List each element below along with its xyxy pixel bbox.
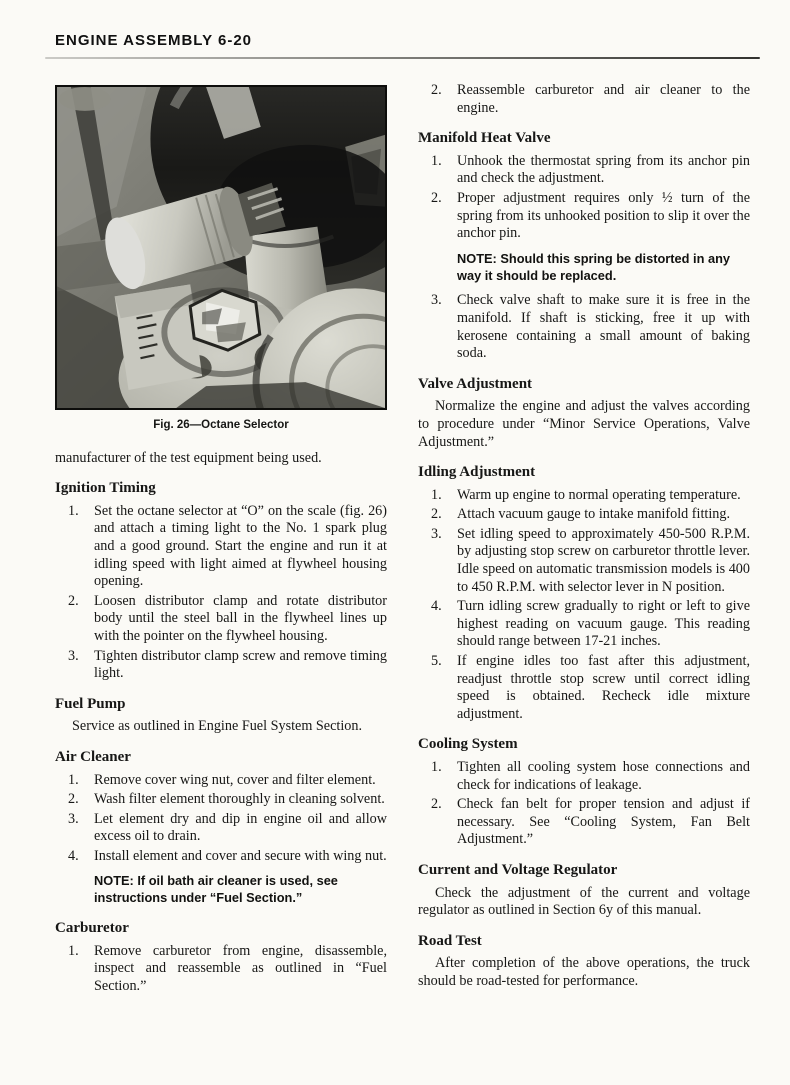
item-number: 3. [431, 525, 442, 542]
item-text: Attach vacuum gauge to intake manifold fitting. [457, 506, 731, 523]
paragraph: Check the adjustment of the current and voltage regulator as outlined in Section 6y of this manual. [418, 884, 750, 919]
item-number: 2. [431, 189, 442, 206]
list-item [418, 506, 750, 524]
item-number: 1. [431, 152, 442, 169]
section-heading-manifold-heat-valve: Manifold Heat Valve [418, 130, 551, 147]
list-item [418, 653, 750, 723]
photo-illustration [57, 87, 385, 408]
note-manifold-heat-valve: NOTE: Should this spring be distorted in any way it should be replaced. [457, 250, 731, 283]
item-text: If engine idles too fast after this adjustment, readjust throttle stop screw until correct idling speed is obtained. Recheck idle mixture adjustment. [457, 653, 750, 722]
paragraph: Service as outlined in Engine Fuel System Section. [72, 718, 363, 735]
section-heading-road-test: Road Test [418, 932, 482, 949]
section-heading-current-voltage-regulator: Current and Voltage Regulator [418, 861, 618, 878]
list-item [418, 82, 750, 117]
list-item [55, 593, 387, 646]
list-item [418, 487, 750, 505]
header-rule [45, 57, 760, 59]
list-item [55, 848, 387, 866]
item-number: 3. [431, 292, 442, 309]
section-heading-valve-adjustment: Valve Adjustment [418, 375, 533, 392]
item-text: Install element and cover and secure with wing nut. [94, 847, 387, 864]
list-item [55, 772, 387, 790]
list-item [418, 190, 750, 243]
item-text: Let element dry and dip in engine oil and allow excess oil to drain. [94, 810, 387, 845]
figure-26 [55, 85, 387, 435]
list-item [55, 811, 387, 846]
item-text: Tighten all cooling system hose connections and check for indications of leakage. [457, 759, 750, 793]
item-text: Remove carburetor from engine, disassemble, inspect and reassemble as outlined in “Fuel Section.” [94, 942, 387, 994]
item-number: 1. [68, 942, 79, 959]
item-text: Set idling speed to approximately 450-500 R.P.M. by adjusting stop screw on carburetor throttle lever. Idle speed on automatic transmission models is 400 to 450 R.P.M. with selector lever in N position. [457, 525, 750, 595]
list-item [55, 648, 387, 683]
item-text: Reassemble carburetor and air cleaner to the engine. [457, 82, 750, 116]
section-heading-carburetor: Carburetor [55, 920, 129, 937]
list-item [418, 526, 750, 596]
item-number: 2. [68, 592, 79, 609]
list-item [418, 759, 750, 794]
list-item [55, 503, 387, 591]
item-text: Warm up engine to normal operating temperature. [457, 486, 741, 503]
section-heading-idling-adjustment: Idling Adjustment [418, 464, 536, 481]
section-heading-fuel-pump: Fuel Pump [55, 695, 126, 712]
left-column [55, 85, 387, 997]
section-heading-cooling-system: Cooling System [418, 736, 518, 753]
item-number: 1. [431, 759, 442, 775]
continuation-paragraph: manufacturer of the test equipment being used. [55, 449, 322, 466]
item-text: Tighten distributor clamp screw and remove timing light. [94, 647, 387, 682]
list-item [55, 791, 387, 809]
item-text: Check fan belt for proper tension and adjust if necessary. See “Cooling System, Fan Belt Adjustment.” [457, 796, 750, 848]
item-text: Remove cover wing nut, cover and filter element. [94, 771, 376, 788]
item-text: Wash filter element thoroughly in cleaning solvent. [94, 791, 385, 808]
list-item [418, 292, 750, 362]
item-text: Check valve shaft to make sure it is free in the manifold. If shaft is sticking, free it up with kerosene containing a small amount of baking soda. [457, 292, 750, 362]
octane-selector-photo [55, 85, 387, 410]
right-column [418, 82, 750, 991]
item-text: Unhook the thermostat spring from its anchor pin and check the adjustment. [457, 152, 750, 187]
item-number: 3. [68, 810, 79, 827]
item-text: Loosen distributor clamp and rotate distributor body until the steel ball in the flywheel lines up with the pointer on the flywheel housing. [94, 592, 387, 644]
page-header: ENGINE ASSEMBLY 6-20 [55, 32, 253, 49]
item-number: 3. [68, 647, 79, 664]
item-number: 2. [431, 82, 442, 98]
item-text: Set the octane selector at “O” on the scale (fig. 26) and attach a timing light to the No. 1 spark plug and a good ground. Start the engine and run it at idling speed with light aimed at flywheel housing opening. [94, 502, 387, 590]
item-text: Proper adjustment requires only ½ turn of the spring from its unhooked position to slip it over the anchor pin. [457, 189, 750, 242]
section-heading-ignition-timing: Ignition Timing [55, 480, 156, 497]
item-number: 1. [431, 486, 442, 503]
note-air-cleaner: NOTE: If oil bath air cleaner is used, see instructions under “Fuel Section.” [94, 873, 338, 906]
item-number: 1. [68, 502, 79, 519]
item-number: 2. [431, 506, 442, 523]
item-number: 4. [431, 598, 442, 615]
item-number: 4. [68, 847, 79, 864]
item-number: 2. [68, 791, 79, 808]
paragraph: After completion of the above operations, the truck should be road-tested for performance. [418, 955, 750, 989]
figure-caption: Fig. 26—Octane Selector [153, 419, 289, 431]
list-item [418, 153, 750, 188]
list-item [418, 598, 750, 651]
paragraph: Normalize the engine and adjust the valves according to procedure under “Minor Service Operations, Valve Adjustment.” [418, 398, 750, 450]
item-number: 1. [68, 771, 79, 788]
item-number: 5. [431, 653, 442, 670]
item-text: Turn idling screw gradually to right or left to give highest reading on vacuum gauge. This reading should range between 17-21 inches. [457, 598, 750, 650]
section-heading-air-cleaner: Air Cleaner [55, 748, 131, 765]
item-number: 2. [431, 796, 442, 813]
list-item [418, 796, 750, 849]
list-item [55, 943, 387, 996]
